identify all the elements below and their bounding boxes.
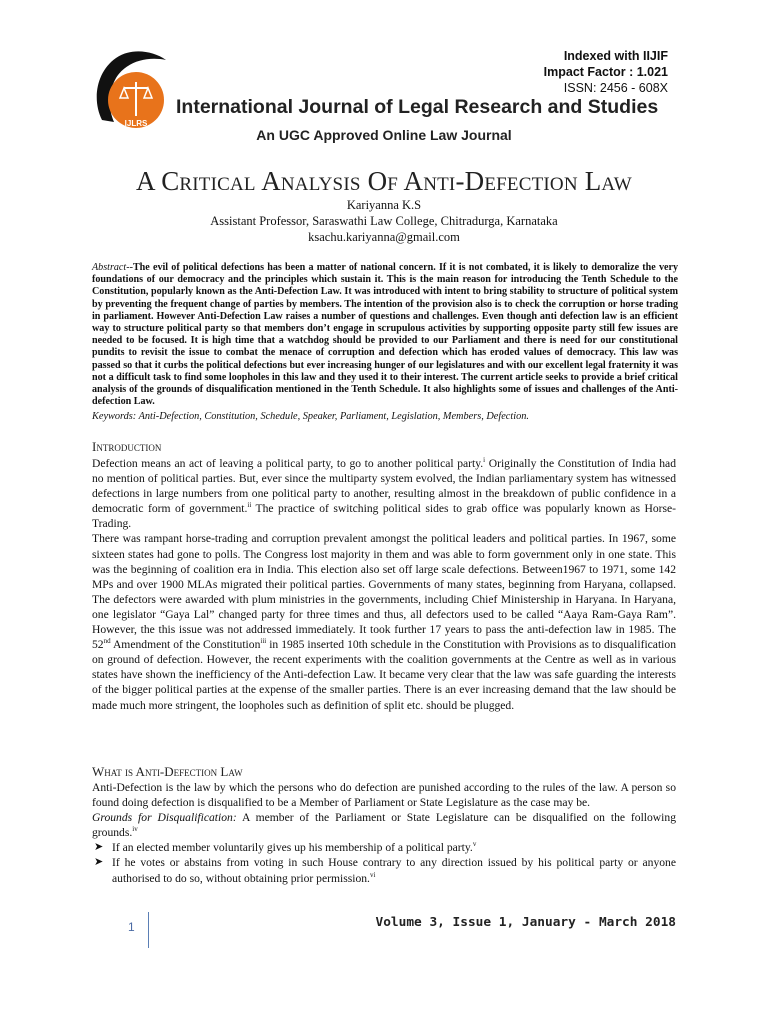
footer-divider (148, 912, 149, 948)
grounds-paragraph (92, 810, 676, 840)
intro-paragraph-1 (92, 456, 676, 531)
intro-paragraph-2 (92, 531, 676, 712)
text-run: If he votes or abstains from voting in such House contrary to any direction issued by his political party or anyone authorised to do so, without obtaining prior permission. (112, 856, 676, 885)
text-run: A member of the Parliament or State Legislature can be disqualified on the following grounds. (92, 811, 676, 840)
logo-text: IJLRS (124, 119, 148, 128)
footnote-ref[interactable]: iv (132, 825, 138, 834)
grounds-lead: Grounds for Disqualification: (92, 811, 237, 825)
what-is-body (92, 780, 676, 886)
author-name: Kariyanna K.S (346, 198, 422, 212)
volume-info: Volume 3, Issue 1, January - March 2018 (375, 915, 676, 930)
index-info (544, 48, 668, 96)
journal-logo (92, 50, 170, 136)
arrow-bullet-icon: ➤ (94, 841, 104, 854)
text-run: There was rampant horse-trading and corruption prevalent amongst the political leaders and political parties. In 1967, some sixteen states had gone to polls. The Congress lost majority in them and was able to form government only in one state. This was the beginning of coalition era in India. This election also set off large scale defections. Between1967 to 1971, some 142 MPs and over 1900 MLAs migrated their political parties. Governments of many states, beginning from Haryana, collapsed. The defectors were awarded with plum ministries in the governments, including Chief Ministership in Haryana. In Haryana, one legislator “Gaya Lal” changed party for three times and thus, all defectors used to be called “Aaya Ram-Gaya Ram”. However, the this issue was not addressed immediately. It took further 17 years to pass the anti-defection law in 1985. The 52 (92, 532, 676, 652)
abstract-lead: Abstract-- (92, 262, 133, 273)
footnote-ref[interactable]: ii (247, 501, 252, 510)
journal-title: International Journal of Legal Research and Studies (176, 96, 659, 118)
text-run: Defection means an act of leaving a political party, to go to another political party. (92, 457, 484, 470)
text-run: The practice of switching political sides to grab office was popularly known as Horse-Trading. (92, 502, 676, 531)
intro-heading: Introduction (92, 439, 162, 454)
indexed-label: Indexed with IIJIF (563, 49, 668, 63)
what-is-paragraph: Anti-Defection is the law by which the persons who do defection are punished according to the rules of the law. A person so found doing defection is disqualified to be a Member of Parliament or State Legislature as the case may be. (92, 781, 676, 810)
footnote-ref[interactable]: iii (260, 637, 267, 646)
abstract (92, 262, 678, 408)
list-item (92, 840, 676, 855)
text-run: in 1985 inserted 10th schedule in the Constitution with Provisions as to disqualification on ground of defection. However, the recent experiments with the coalition governments at the Centre as well as in various states have shown the inefficiency of the Anti-defection Law. It became very clear that the law was safe guarding the interests of the bigger political parties at the expense of the smaller parties. There is an ever increasing demand that the law should be made much more stringent, the loopholes such as definition of split etc. should be plugged. (92, 638, 676, 712)
footnote-ref[interactable]: v (472, 840, 477, 849)
ordinal-suffix: nd (103, 637, 111, 646)
list-item (92, 855, 676, 885)
author-affiliation: Assistant Professor, Saraswathi Law College, Chitradurga, Karnataka (210, 214, 558, 228)
what-is-heading: What is Anti-Defection Law (92, 764, 243, 779)
abstract-text: The evil of political defections has been a matter of national concern. If it is not combated, it is likely to demoralize the very foundations of our democracy and the principles which sustain it. This is the main reason for introducing the Tenth Schedule to the Constitution, popularly known as the Anti-Defection Law. It was introduced with intent to bring stability to structure of political system by preventing the frequent change of parties by members. The intention of the provision also is to check the corruption or horse trading in parliament. However Anti-Defection Law raises a number of questions and challenges. Even though anti defection law is an efficient way to structure political party so that members don’t engage in scrupulous activities by supporting opposite party still few issues are needed to be focused. It is high time that a watchdog should be provided to our Parliament and there is need for our constitutional pundits to revisit the issue to combat the menace of corruption and defection which has eroded values of democracy. This law was passed so that it curbs the political defections but ever increasing hunger of our legislatures and with our excellent legal fraternity it was not a difficult task to find some loopholes in this law and they used it to their interest. The current article seeks to provide a brief critical analysis of the grounds of disqualification mentioned in the Tenth Schedule. It also highlights some of issues and challenges of the Anti-defection Law. (92, 262, 678, 408)
text-run: If an elected member voluntarily gives up his membership of a political party. (112, 841, 473, 855)
journal-subtitle: An UGC Approved Online Law Journal (256, 127, 512, 143)
text-run: Originally the Constitution of India had no mention of political parties. But, ever since the multiparty system evolved, the Indian parliamentary system has witnessed defections in large numbers from one political party to another, resulting almost in the breakdown of public confidence in a democratic form of government. (92, 457, 676, 516)
impact-factor: Impact Factor : 1.021 (543, 65, 668, 79)
author-email: ksachu.kariyanna@gmail.com (308, 230, 460, 244)
page-number: 1 (128, 920, 135, 934)
intro-body (92, 456, 676, 713)
footnote-ref[interactable]: vi (369, 870, 376, 879)
article-title: A Critical Analysis Of Anti-Defection Law (136, 166, 632, 196)
text-run: Amendment of the Constitution (110, 638, 261, 652)
grounds-list (92, 840, 676, 885)
arrow-bullet-icon: ➤ (94, 856, 104, 869)
issn: ISSN: 2456 - 608X (563, 81, 668, 95)
footnote-ref[interactable]: i (483, 456, 486, 465)
keywords: Keywords: Anti-Defection, Constitution, Schedule, Speaker, Parliament, Legislation, Members, Defection. (92, 411, 529, 422)
